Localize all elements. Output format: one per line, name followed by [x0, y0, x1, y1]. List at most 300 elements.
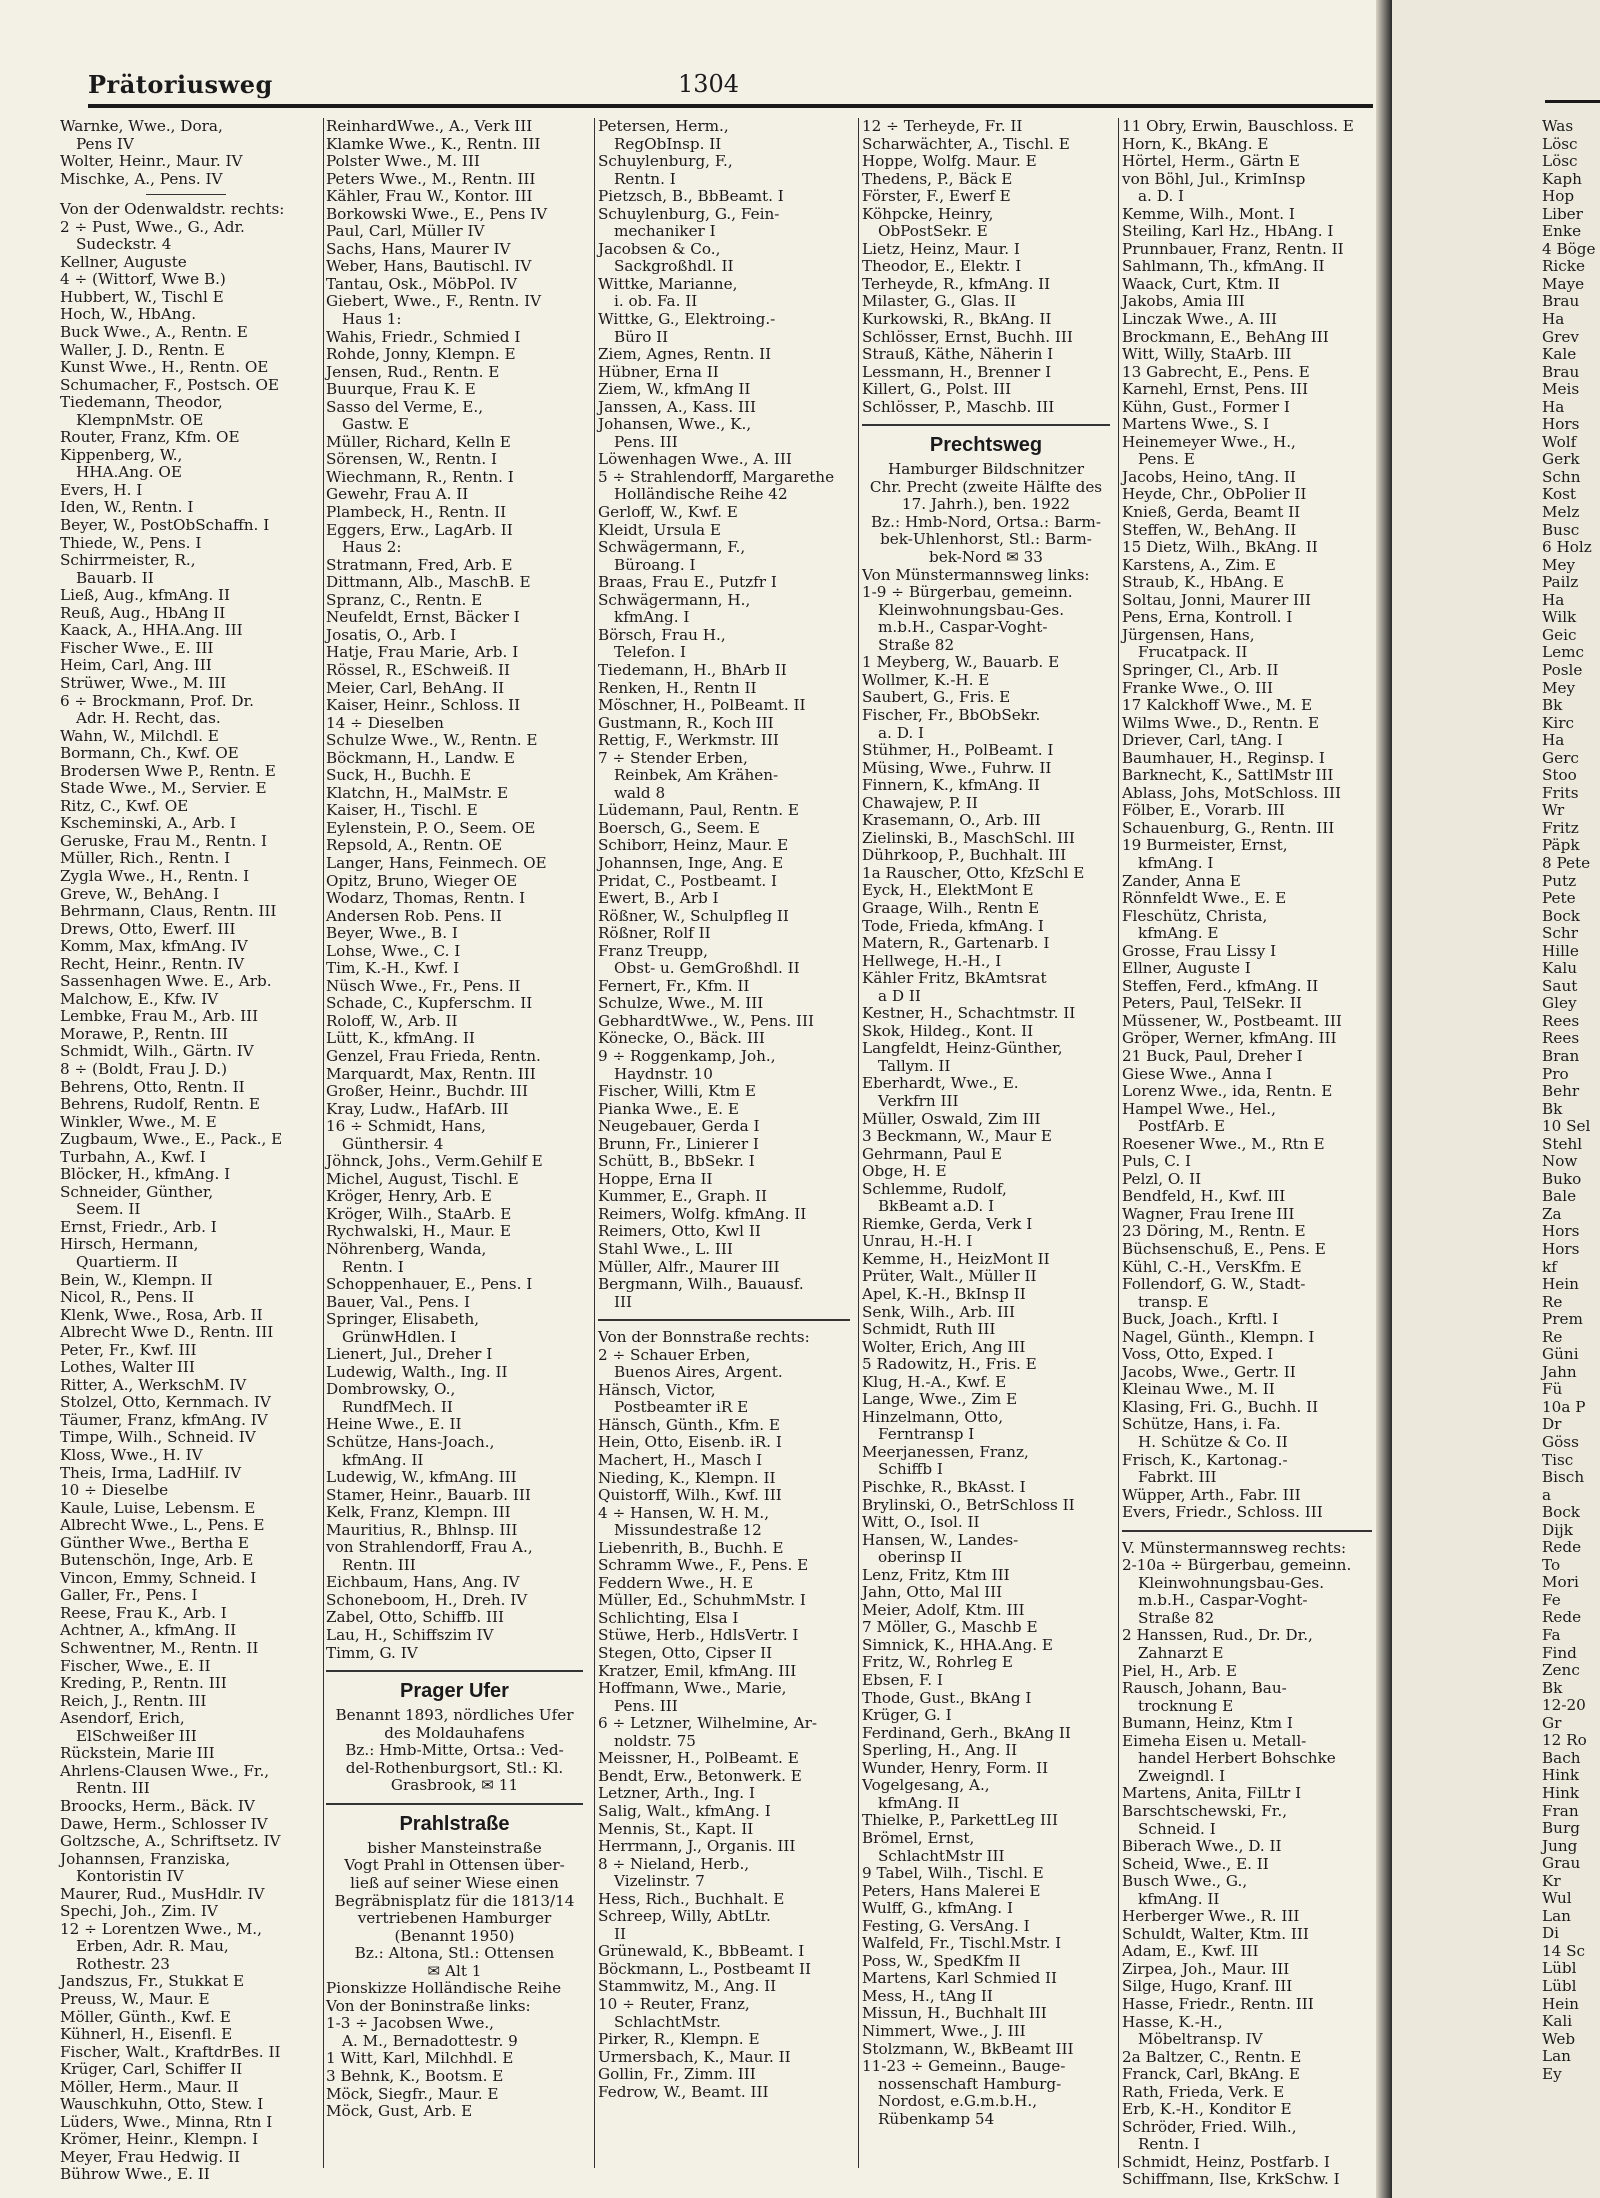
- resident-entry: Obge, H. E: [862, 1162, 947, 1181]
- resident-entry: Martens, Anita, FilLtr I: [1122, 1784, 1302, 1803]
- resident-entry: Müller, Richard, Kelln E: [326, 432, 511, 451]
- resident-entry: Barschtschewski, Fr.,: [1122, 1801, 1288, 1820]
- resident-entry: Hasse, Friedr., Rentn. III: [1122, 1994, 1314, 2013]
- resident-entry: Günther Wwe., Bertha E: [60, 1533, 249, 1552]
- resident-entry: Tiedemann, H., BhArb II: [598, 660, 787, 679]
- adjacent-page-fragment: Melz: [1542, 503, 1580, 522]
- resident-entry: Kühnerl, H., Eisenfl. E: [60, 2025, 233, 2044]
- resident-entry: Müller, Rich., Rentn. I: [60, 849, 231, 868]
- entry-continuation: ElSchweißer III: [76, 1726, 197, 1745]
- entry-continuation: trocknung E: [1138, 1696, 1234, 1715]
- resident-entry: Waack, Curt, Ktm. II: [1122, 274, 1280, 293]
- resident-entry: 6 ÷ Brockmann, Prof. Dr.: [60, 691, 254, 710]
- entry-continuation: Gastw. E: [342, 415, 410, 434]
- resident-entry: Asendorf, Erich,: [60, 1709, 185, 1728]
- adjacent-page-fragment: Stehl: [1542, 1134, 1583, 1153]
- resident-entry: Martens Wwe., S. I: [1122, 415, 1269, 434]
- adjacent-page-fragment: Schn: [1542, 467, 1581, 486]
- entry-continuation: Telefon. I: [614, 643, 686, 662]
- resident-entry: Klasing, Fri. G., Buchh. II: [1122, 1397, 1319, 1416]
- resident-entry: Sasso del Verme, E.,: [326, 397, 484, 416]
- street-note: Vogt Prahl in Ottensen über-: [344, 1856, 565, 1875]
- resident-entry: Stüwe, Herb., HdlsVertr. I: [598, 1626, 799, 1645]
- resident-entry: 16 ÷ Schmidt, Hans,: [326, 1117, 486, 1136]
- resident-entry: 1a Rauscher, Otto, KfzSchl E: [862, 863, 1085, 882]
- entry-continuation: Pens IV: [76, 134, 134, 153]
- resident-entry: Heim, Carl, Ang. III: [60, 656, 212, 675]
- resident-entry: Johannsen, Franziska,: [60, 1849, 231, 1868]
- resident-entry: Renken, H., Rentn II: [598, 678, 757, 697]
- resident-entry: 9 ÷ Roggenkamp, Joh.,: [598, 1046, 776, 1065]
- resident-entry: Von Münstermannsweg links:: [862, 565, 1090, 584]
- resident-entry: Follendorf, G. W., Stadt-: [1122, 1275, 1306, 1294]
- resident-entry: Tiedemann, Theodor,: [60, 393, 223, 412]
- resident-entry: Klatchn, H., MalMstr. E: [326, 783, 509, 802]
- resident-entry: Langfeldt, Heinz-Günther,: [862, 1039, 1063, 1058]
- directory-column-5: [1122, 117, 1372, 2189]
- resident-entry: 9 Tabel, Wilh., Tischl. E: [862, 1864, 1044, 1883]
- adjacent-page-fragment: Gr: [1542, 1713, 1562, 1732]
- adjacent-page-fragment: Hink: [1542, 1766, 1580, 1785]
- resident-entry: Wagner, Frau Irene III: [1122, 1204, 1295, 1223]
- resident-entry: Möschner, H., PolBeamt. II: [598, 696, 806, 715]
- section-rule: [862, 424, 1110, 426]
- resident-entry: Saubert, G., Fris. E: [862, 688, 1011, 707]
- resident-entry: Müller, Oswald, Zim III: [862, 1109, 1041, 1128]
- street-note: des Moldauhafens: [384, 1723, 525, 1742]
- resident-entry: Franck, Carl, BkAng. E: [1122, 2065, 1301, 2084]
- entry-continuation: kfmAng. II: [1138, 1889, 1220, 1908]
- resident-entry: Steiling, Karl Hz., HbAng. I: [1122, 222, 1334, 241]
- section-rule: [1122, 1530, 1372, 1532]
- resident-entry: Bumann, Heinz, Ktm I: [1122, 1714, 1293, 1733]
- resident-entry: Steffen, Ferd., kfmAng. II: [1122, 976, 1319, 995]
- entry-continuation: Günthersir. 4: [342, 1134, 444, 1153]
- resident-entry: Stegen, Otto, Cipser II: [598, 1644, 773, 1663]
- resident-entry: Förster, F., Ewerf E: [862, 187, 1011, 206]
- adjacent-page-fragment: Stoo: [1542, 766, 1577, 785]
- resident-entry: Giese Wwe., Anna I: [1122, 1064, 1273, 1083]
- adjacent-page-fragment: Ricke: [1542, 257, 1585, 276]
- adjacent-page-fragment: Kr: [1542, 1871, 1561, 1890]
- resident-entry: Sassenhagen Wwe. E., Arb.: [60, 972, 272, 991]
- adjacent-page-fragment: Hors: [1542, 1240, 1580, 1258]
- resident-entry: Lüders, Wwe., Minna, Rtn I: [60, 2112, 273, 2131]
- adjacent-page-fragment: Posle: [1542, 660, 1583, 679]
- entry-continuation: A. M., Bernadottestr. 9: [342, 2031, 518, 2050]
- header-rule: [88, 104, 1373, 108]
- resident-entry: Wodarz, Thomas, Rentn. I: [326, 889, 526, 908]
- directory-column-1: [60, 117, 312, 2184]
- resident-entry: Opitz, Bruno, Wieger OE: [326, 871, 518, 890]
- adjacent-page-fragment: Bk: [1542, 696, 1563, 715]
- resident-entry: Simnick, K., HHA.Ang. E: [862, 1635, 1053, 1654]
- resident-entry: Nimmert, Wwe., J. III: [862, 2021, 1026, 2040]
- resident-entry: Brockmann, E., BehAng III: [1122, 327, 1329, 346]
- entry-continuation: a. D. I: [1138, 187, 1184, 206]
- resident-entry: Dawe, Herm., Schlosser IV: [60, 1814, 268, 1833]
- resident-entry: Killert, G., Polst. III: [862, 380, 1012, 399]
- resident-entry: Fischer, Fr., BbObSekr.: [862, 705, 1041, 724]
- resident-entry: 6 ÷ Letzner, Wilhelmine, Ar-: [598, 1714, 817, 1733]
- resident-entry: Scheid, Wwe., E. II: [1122, 1854, 1269, 1873]
- resident-entry: Soltau, Jonni, Maurer III: [1122, 590, 1312, 609]
- resident-entry: Reimers, Wolfg. kfmAng. II: [598, 1204, 807, 1223]
- street-note: 17. Jahrh.), ben. 1922: [901, 495, 1071, 514]
- resident-entry: Letzner, Arth., Ing. I: [598, 1784, 755, 1803]
- resident-entry: Könecke, O., Bäck. III: [598, 1029, 765, 1048]
- entry-continuation: Büroang. I: [614, 555, 696, 574]
- adjacent-page-fragment: Lübl: [1542, 1976, 1577, 1995]
- resident-entry: Wolter, Erich, Ang III: [862, 1337, 1026, 1356]
- resident-entry: Kaule, Luise, Lebensm. E: [60, 1498, 256, 1517]
- resident-entry: Täumer, Franz, kfmAng. IV: [60, 1410, 268, 1429]
- column-divider: [323, 118, 324, 2168]
- resident-entry: Hübner, Erna II: [598, 362, 719, 381]
- resident-entry: Schreep, Willy, AbtLtr.: [598, 1907, 771, 1926]
- resident-entry: Rettig, F., Werkmstr. III: [598, 731, 779, 750]
- resident-entry: GebhardtWwe., W., Pens. III: [598, 1011, 815, 1030]
- resident-entry: Stolzel, Otto, Kernmach. IV: [60, 1393, 271, 1412]
- resident-entry: Theodor, E., Elektr. I: [862, 257, 1022, 276]
- resident-entry: 8 ÷ Nieland, Herb.,: [598, 1854, 750, 1873]
- resident-entry: Hoch, W., HbAng.: [60, 305, 197, 324]
- resident-entry: Böckmann, L., Postbeamt II: [598, 1959, 811, 1978]
- resident-entry: Straub, K., HbAng. E: [1122, 573, 1284, 592]
- adjacent-page-fragment: Rede: [1542, 1538, 1582, 1557]
- resident-entry: Ahrlens-Clausen Wwe., Fr.,: [60, 1761, 270, 1780]
- adjacent-page-fragment: Lan: [1542, 2047, 1571, 2066]
- resident-entry: Janssen, A., Kass. III: [598, 397, 757, 416]
- resident-entry: Kestner, H., Schachtmstr. II: [862, 1004, 1076, 1023]
- adjacent-page-column: [1542, 118, 1600, 2168]
- section-rule: [326, 1803, 583, 1805]
- resident-entry: Rößner, W., Schulpfleg II: [598, 906, 789, 925]
- column-divider: [594, 118, 595, 2168]
- resident-entry: Kloss, Wwe., H. IV: [60, 1446, 203, 1465]
- resident-entry: Schwägermann, H.,: [598, 590, 751, 609]
- street-note: bek-Uhlenhorst, Stl.: Barm-: [880, 530, 1092, 549]
- resident-entry: Marquardt, Max, Rentn. III: [326, 1064, 536, 1083]
- adjacent-page-fragment: Pete: [1542, 889, 1576, 908]
- resident-entry: Kaiser, Heinr., Schloss. II: [326, 696, 521, 715]
- resident-entry: Gröper, Werner, kfmAng. III: [1122, 1029, 1337, 1048]
- resident-entry: Schuylenburg, G., Fein-: [598, 204, 780, 223]
- resident-entry: Michel, August, Tischl. E: [326, 1169, 519, 1188]
- resident-entry: Vincon, Emmy, Schneid. I: [60, 1568, 257, 1587]
- adjacent-page-fragment: Hille: [1542, 941, 1579, 960]
- resident-entry: Franz Treupp,: [598, 941, 708, 960]
- adjacent-page-fragment: Wr: [1542, 801, 1565, 820]
- entry-continuation: Tallym. II: [878, 1056, 951, 1075]
- resident-entry: Silge, Hugo, Kranf. III: [1122, 1977, 1293, 1996]
- adjacent-page-fragment: Tisc: [1542, 1450, 1574, 1469]
- resident-entry: Schlösser, P., Maschb. III: [862, 397, 1055, 416]
- entry-continuation: kfmAng. I: [1138, 853, 1214, 872]
- resident-entry: Baumhauer, H., Reginsp. I: [1122, 748, 1325, 767]
- directory-column-4: [862, 118, 1110, 2168]
- adjacent-page-fragment: Di: [1542, 1924, 1560, 1943]
- adjacent-page-fragment: Buko: [1542, 1169, 1582, 1188]
- resident-entry: Quistorff, Wilh., Kwf. III: [598, 1486, 782, 1505]
- adjacent-page-fragment: Göss: [1542, 1433, 1579, 1452]
- resident-entry: Möck, Gust, Arb. E: [326, 2102, 473, 2121]
- adjacent-page-fragment: Was: [1542, 117, 1574, 135]
- resident-entry: Schlichting, Elsa I: [598, 1608, 739, 1627]
- adjacent-page-fragment: Geic: [1542, 625, 1577, 644]
- resident-entry: Salig, Walt., kfmAng. I: [598, 1801, 771, 1820]
- resident-entry: Pridat, C., Postbeamt. I: [598, 871, 778, 890]
- resident-entry: Fölber, E., Vorarb. III: [1122, 801, 1285, 820]
- resident-entry: Beyer, Wwe., B. I: [326, 924, 458, 943]
- resident-entry: Schlösser, Ernst, Buchh. III: [862, 327, 1073, 346]
- resident-entry: Martens, Karl Schmied II: [862, 1969, 1058, 1988]
- resident-entry: Skok, Hildeg., Kont. II: [862, 1021, 1034, 1040]
- entry-continuation: HHA.Ang. OE: [76, 463, 182, 482]
- entry-continuation: kfmAng. E: [1138, 924, 1219, 943]
- resident-entry: Fischer Wwe., E. III: [60, 638, 214, 657]
- resident-entry: Herberger Wwe., R. III: [1122, 1907, 1300, 1926]
- entry-continuation: m.b.H., Caspar-Voght-: [878, 618, 1048, 637]
- resident-entry: Plambeck, H., Rentn. II: [326, 503, 507, 522]
- resident-entry: Knieß, Gerda, Beamt II: [1122, 503, 1301, 522]
- resident-entry: Thiede, W., Pens. I: [60, 533, 202, 552]
- section-rule: [326, 1670, 583, 1672]
- resident-entry: Milaster, G., Glas. II: [862, 292, 1017, 311]
- entry-continuation: mechaniker I: [614, 222, 716, 241]
- adjacent-page-fragment: Wul: [1542, 1889, 1572, 1908]
- resident-entry: Ebsen, F. I: [862, 1671, 943, 1690]
- resident-entry: Reese, Frau K., Arb. I: [60, 1603, 227, 1622]
- resident-entry: Zugbaum, Wwe., E., Pack., E: [60, 1130, 283, 1149]
- resident-entry: Adam, E., Kwf. III: [1122, 1942, 1259, 1961]
- resident-entry: Eichbaum, Hans, Ang. IV: [326, 1573, 520, 1592]
- resident-entry: Kummer, E., Graph. II: [598, 1187, 768, 1206]
- adjacent-page-fragment: Mey: [1542, 555, 1576, 574]
- resident-entry: Schauenburg, G., Rentn. III: [1122, 818, 1335, 837]
- resident-entry: Eimeha Eisen u. Metall-: [1122, 1731, 1307, 1750]
- entry-continuation: oberinsp II: [878, 1548, 963, 1567]
- resident-entry: Karstens, A., Zim. E: [1122, 555, 1276, 574]
- resident-entry: Krüger, Carl, Schiffer II: [60, 2060, 243, 2079]
- adjacent-page-fragment: Hors: [1542, 415, 1580, 434]
- resident-entry: Erb, K.-H., Konditor E: [1122, 2100, 1292, 2119]
- resident-entry: Fernert, Fr., Kfm. II: [598, 976, 750, 995]
- resident-entry: Schoppenhauer, E., Pens. I: [326, 1275, 533, 1294]
- entry-continuation: a. D. I: [878, 723, 924, 742]
- entry-continuation: Missundestraße 12: [614, 1521, 762, 1540]
- resident-entry: Lorenz Wwe., ida, Rentn. E: [1122, 1082, 1333, 1101]
- resident-entry: Grünewald, K., BbBeamt. I: [598, 1942, 805, 1961]
- resident-entry: Chawajew, P. II: [862, 793, 978, 812]
- resident-entry: Walfeld, Fr., Tischl.Mstr. I: [862, 1934, 1062, 1953]
- resident-entry: Kaiser, H., Tischl. E: [326, 801, 478, 820]
- resident-entry: Ernst, Friedr., Arb. I: [60, 1217, 217, 1236]
- resident-entry: Andersen Rob. Pens. II: [326, 906, 502, 925]
- resident-entry: Lohse, Wwe., C. I: [326, 941, 461, 960]
- resident-entry: Rückstein, Marie III: [60, 1744, 215, 1763]
- entry-continuation: Rothestr. 23: [76, 1954, 170, 1973]
- resident-entry: Ablass, Johs, MotSchloss. III: [1122, 783, 1342, 802]
- resident-entry: Giebert, Wwe., F., Rentn. IV: [326, 292, 542, 311]
- resident-entry: Von der Boninstraße links:: [326, 1996, 531, 2015]
- resident-entry: Senk, Wilh., Arb. III: [862, 1302, 1015, 1321]
- resident-entry: Meier, Carl, BehAng. II: [326, 678, 505, 697]
- resident-entry: Witt, O., Isol. II: [862, 1513, 980, 1532]
- resident-entry: Lietz, Heinz, Maur. I: [862, 239, 1020, 258]
- resident-entry: Zabel, Otto, Schiffb. III: [326, 1608, 505, 1627]
- adjacent-page-fragment: Güni: [1542, 1345, 1579, 1364]
- entry-continuation: Reinbek, Am Krähen-: [614, 766, 779, 785]
- adjacent-page-fragment: Ha: [1542, 310, 1565, 329]
- resident-entry: Möck, Siegfr., Maur. E: [326, 2084, 499, 2103]
- resident-entry: Müsing, Wwe., Fuhrw. II: [862, 758, 1052, 777]
- resident-entry: Wollmer, K.-H. E: [862, 670, 990, 689]
- resident-entry: 23 Döring, M., Rentn. E: [1122, 1222, 1306, 1241]
- resident-entry: Gollin, Fr., Zimm. III: [598, 2065, 756, 2084]
- resident-entry: Urmersbach, K., Maur. II: [598, 2047, 791, 2066]
- resident-entry: Jöhnck, Johs., Verm.Gehilf E: [326, 1152, 543, 1171]
- adjacent-page-fragment: Frits: [1542, 783, 1579, 802]
- adjacent-page-fragment: Hein: [1542, 1994, 1579, 2013]
- resident-entry: Schmidt, Ruth III: [862, 1320, 996, 1339]
- resident-entry: Lenz, Fritz, Ktm III: [862, 1565, 1010, 1584]
- resident-entry: Wittke, Marianne,: [598, 274, 738, 293]
- resident-entry: Spranz, C., Rentn. E: [326, 590, 483, 609]
- resident-entry: Möller, Herm., Maur. II: [60, 2077, 239, 2096]
- resident-entry: Jacobs, Wwe., Gertr. II: [1122, 1362, 1296, 1381]
- street-note: Bz.: Hmb-Mitte, Ortsa.: Ved-: [345, 1741, 564, 1760]
- entry-continuation: Zweigndl. I: [1138, 1766, 1226, 1785]
- resident-entry: Roesener Wwe., M., Rtn E: [1122, 1134, 1325, 1153]
- resident-entry: Roloff, W., Arb. II: [326, 1011, 458, 1030]
- entry-continuation: i. ob. Fa. II: [614, 292, 698, 311]
- entry-continuation: transp. E: [1138, 1292, 1209, 1311]
- resident-entry: Kähler, Frau W., Kontor. III: [326, 187, 533, 206]
- entry-continuation: kfmAng. II: [342, 1450, 424, 1469]
- adjacent-page-fragment: 8 Pete: [1542, 853, 1591, 872]
- resident-entry: Drews, Otto, Ewerf. III: [60, 919, 236, 938]
- resident-entry: Unrau, H.-H. I: [862, 1232, 973, 1251]
- page-header: [88, 66, 1373, 108]
- resident-entry: Johansen, Wwe., K.,: [598, 415, 752, 434]
- resident-entry: Hellwege, H.-H., I: [862, 951, 1002, 970]
- resident-entry: Steffen, W., BehAng. II: [1122, 520, 1297, 539]
- resident-entry: Klug, H.-A., Kwf. E: [862, 1372, 1007, 1391]
- adjacent-page-fragment: Fe: [1542, 1590, 1561, 1609]
- resident-entry: Stamer, Heinr., Bauarb. III: [326, 1485, 531, 1504]
- resident-entry: Thedens, P., Bäck E: [862, 169, 1013, 188]
- resident-entry: 12 ÷ Terheyde, Fr. II: [862, 117, 1023, 135]
- resident-entry: Wittke, G., Elektroing.-: [598, 310, 776, 329]
- entry-continuation: Pens. E: [1138, 450, 1195, 469]
- resident-entry: Heinemeyer Wwe., H.,: [1122, 432, 1296, 451]
- street-note: Begräbnisplatz für die 1813/14: [334, 1891, 575, 1910]
- resident-entry: Malchow, E., Kfw. IV: [60, 989, 219, 1008]
- adjacent-page-fragment: Pailz: [1542, 573, 1579, 592]
- adjacent-page-fragment: Bisch: [1542, 1468, 1585, 1487]
- adjacent-page-fragment: Kaph: [1542, 169, 1582, 188]
- resident-entry: Ziem, W., kfmAng II: [598, 380, 751, 399]
- resident-entry: Heine Wwe., E. II: [326, 1415, 462, 1434]
- resident-entry: 2-10a ÷ Bürgerbau, gemeinn.: [1122, 1556, 1352, 1575]
- resident-entry: Wahn, W., Milchdl. E: [60, 726, 219, 745]
- adjacent-page-fragment: Hors: [1542, 1222, 1580, 1241]
- resident-entry: Eberhardt, Wwe., E.: [862, 1074, 1019, 1093]
- entry-continuation: Vizelinstr. 7: [614, 1872, 705, 1891]
- resident-entry: Kelk, Franz, Klempn. III: [326, 1503, 511, 1522]
- resident-entry: Brömel, Ernst,: [862, 1828, 975, 1847]
- resident-entry: Zygla Wwe., H., Rentn. I: [60, 866, 250, 885]
- entry-continuation: Kleinwohnungsbau-Ges.: [1138, 1573, 1325, 1592]
- resident-entry: Franke Wwe., O. III: [1122, 678, 1273, 697]
- resident-entry: Albrecht Wwe D., Rentn. III: [60, 1323, 274, 1342]
- resident-entry: Schulze Wwe., W., Rentn. E: [326, 731, 538, 750]
- resident-entry: Zirpea, Joh., Maur. III: [1122, 1959, 1290, 1978]
- adjacent-page-fragment: Bk: [1542, 1099, 1563, 1118]
- resident-entry: Jakobs, Amia III: [1122, 292, 1245, 311]
- resident-entry: 1-9 ÷ Bürgerbau, gemeinn.: [862, 583, 1073, 602]
- resident-entry: Krömer, Heinr., Klempn. I: [60, 2130, 259, 2149]
- resident-entry: Sahlmann, Th., kfmAng. II: [1122, 257, 1325, 276]
- resident-entry: Evers, Friedr., Schloss. III: [1122, 1503, 1323, 1522]
- resident-entry: Greve, W., BehAng. I: [60, 884, 220, 903]
- resident-entry: Jacobsen & Co.,: [598, 239, 721, 258]
- entry-continuation: Ferntransp I: [878, 1425, 975, 1444]
- entry-continuation: Rübenkamp 54: [878, 2109, 995, 2128]
- resident-entry: Pionskizze Holländische Reihe: [326, 1979, 562, 1998]
- resident-entry: Wiechmann, R., Rentn. I: [326, 467, 514, 486]
- entry-continuation: Holländische Reihe 42: [614, 485, 788, 504]
- entry-continuation: Kontoristin IV: [76, 1867, 184, 1886]
- entry-continuation: SchlachtMstr.: [614, 2012, 721, 2031]
- adjacent-page-fragment: Hink: [1542, 1783, 1580, 1802]
- resident-entry: Schmidt, Wilh., Gärtn. IV: [60, 1042, 254, 1061]
- adjacent-page-fragment: 6 Holz: [1542, 538, 1592, 557]
- adjacent-page-fragment: Saut: [1542, 976, 1578, 995]
- adjacent-page-fragment: Hein: [1542, 1275, 1579, 1294]
- resident-entry: Schütze, Hans, i. Fa.: [1122, 1415, 1281, 1434]
- resident-entry: Ziem, Agnes, Rentn. II: [598, 345, 772, 364]
- adjacent-page-fragment: Bk: [1542, 1678, 1563, 1697]
- resident-entry: Karnehl, Ernst, Pens. III: [1122, 380, 1309, 399]
- entry-continuation: Obst- u. GemGroßhdl. II: [614, 959, 800, 978]
- resident-entry: Jacobs, Heino, tAng. II: [1122, 467, 1296, 486]
- adjacent-page-fragment: 10a P: [1542, 1397, 1586, 1416]
- resident-entry: Reimers, Otto, Kwl II: [598, 1222, 761, 1241]
- resident-entry: Thielke, P., ParkettLeg III: [862, 1811, 1058, 1830]
- adjacent-page-fragment: Grau: [1542, 1854, 1581, 1873]
- resident-entry: 11 Obry, Erwin, Bauschloss. E: [1122, 117, 1354, 135]
- resident-entry: Bendfeld, H., Kwf. III: [1122, 1187, 1286, 1206]
- adjacent-page-fragment: Prem: [1542, 1310, 1583, 1329]
- resident-entry: Peters Wwe., M., Rentn. III: [326, 169, 536, 188]
- resident-entry: Hoppe, Erna II: [598, 1169, 713, 1188]
- resident-entry: Meerjanessen, Franz,: [862, 1442, 1029, 1461]
- resident-entry: Tantau, Osk., MöbPol. IV: [326, 274, 517, 293]
- resident-entry: Sachs, Hans, Maurer IV: [326, 239, 511, 258]
- resident-entry: Zielinski, B., MaschSchl. III: [862, 828, 1075, 847]
- entry-continuation: Nordost, e.G.m.b.H.,: [878, 2092, 1038, 2111]
- street-note: vertriebenen Hamburger: [357, 1909, 552, 1928]
- street-heading: Prahlstraße: [399, 1812, 510, 1835]
- adjacent-page-fragment: Brau: [1542, 362, 1580, 381]
- resident-entry: Rönnfeldt Wwe., E. E: [1122, 889, 1287, 908]
- resident-entry: Neufeldt, Ernst, Bäcker I: [326, 608, 520, 627]
- resident-entry: Lange, Wwe., Zim E: [862, 1390, 1018, 1409]
- entry-continuation: GrünwHdlen. I: [342, 1327, 457, 1346]
- resident-entry: Waller, J. D., Rentn. E: [60, 340, 225, 359]
